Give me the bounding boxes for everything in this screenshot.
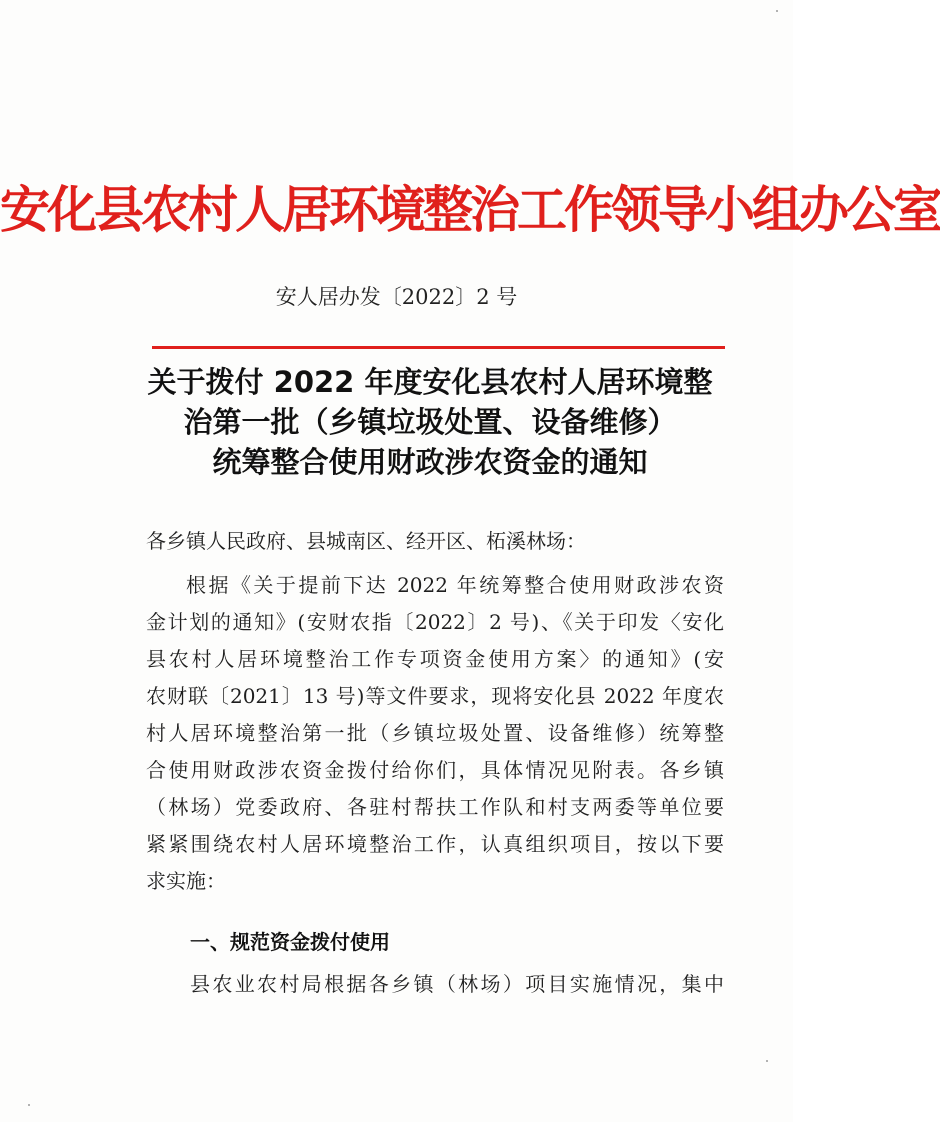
- section-1-text: 县农业农村局根据各乡镇（林场）项目实施情况，集中: [190, 972, 724, 996]
- notice-title-line-2: 治第一批（乡镇垃圾处置、设备维修）: [183, 405, 677, 439]
- issuing-office-title: 安化县农村人居环境整治工作领导小组办公室: [0, 180, 940, 239]
- notice-title-line-1: 关于拨付 2022 年度安化县农村人居环境整: [147, 365, 713, 399]
- scan-speck: [776, 10, 778, 12]
- scan-speck: [766, 1060, 768, 1062]
- body-line-6: 合使用财政涉农资金拨付给你们，具体情况见附表。各乡镇: [146, 758, 724, 782]
- body-line-4: 农财联〔2021〕13 号)等文件要求，现将安化县 2022 年度农: [146, 684, 724, 708]
- body-line-1: 根据《关于提前下达 2022 年统筹整合使用财政涉农资: [186, 573, 724, 597]
- body-line-9: 求实施：: [146, 869, 226, 893]
- body-line-5: 村人居环境整治第一批（乡镇垃圾处置、设备维修）统筹整: [146, 721, 724, 745]
- notice-title-line-3: 统筹整合使用财政涉农资金的通知: [212, 445, 648, 479]
- document-number: 安人居办发〔2022〕2 号: [275, 285, 518, 309]
- scan-speck: [28, 1104, 30, 1106]
- body-paragraph: [146, 567, 724, 900]
- notice-title: [100, 362, 760, 482]
- section-1-heading: 一、规范资金拨付使用: [190, 930, 390, 954]
- body-line-8: 紧紧围绕农村人居环境整治工作，认真组织项目，按以下要: [146, 832, 724, 856]
- red-divider-line: [152, 346, 725, 349]
- body-line-7: （林场）党委政府、各驻村帮扶工作队和村支两委等单位要: [146, 795, 724, 819]
- addressee-line: 各乡镇人民政府、县城南区、经开区、柘溪林场：: [146, 529, 586, 553]
- body-line-3: 县农村人居环境整治工作专项资金使用方案〉的通知》(安: [146, 647, 724, 671]
- body-line-2: 金计划的通知》(安财农指〔2022〕2 号)、《关于印发〈安化: [146, 610, 724, 634]
